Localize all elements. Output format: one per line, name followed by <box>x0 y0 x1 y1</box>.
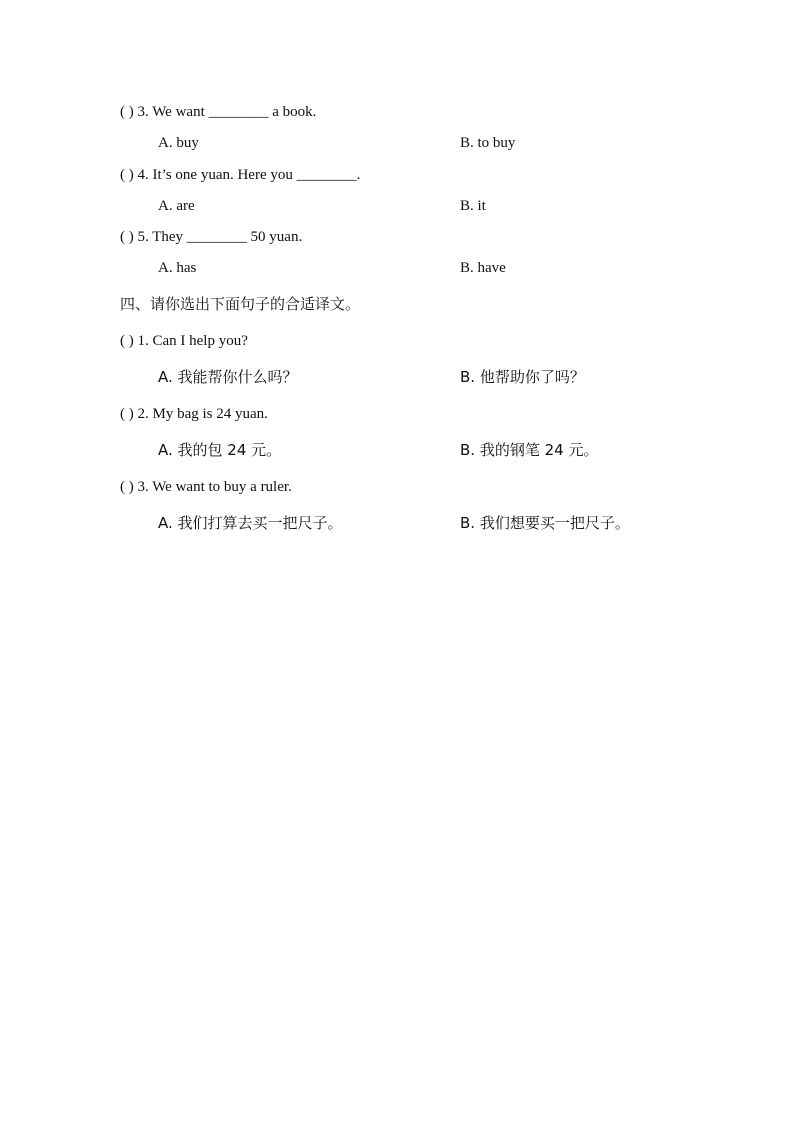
option-a: A. 我能帮你什么吗？ <box>158 368 298 386</box>
question-5-text: ( ) 5. They ________ 50 yuan. <box>120 229 303 245</box>
option-a: A. has <box>158 260 197 276</box>
option-a: A. buy <box>158 135 199 151</box>
option-b: B. it <box>460 198 486 214</box>
option-b: B. 我的钢笔 24 元。 <box>460 441 599 459</box>
option-b: B. 我们想要买一把尺子。 <box>460 514 630 532</box>
section-heading: 四、请你选出下面句子的合适译文。 <box>120 295 361 313</box>
question-4-text: ( ) 4. It’s one yuan. Here you ________. <box>120 167 361 183</box>
option-b: B. to buy <box>460 135 516 151</box>
option-b: B. 他帮助你了吗？ <box>460 368 585 386</box>
question-3-text: ( ) 3. We want ________ a book. <box>120 104 317 120</box>
question-3-text: ( ) 3. We want to buy a ruler. <box>120 479 292 495</box>
option-a: A. 我们打算去买一把尺子。 <box>158 514 343 532</box>
option-a: A. are <box>158 198 195 214</box>
option-b: B. have <box>460 260 506 276</box>
question-1-text: ( ) 1. Can I help you? <box>120 333 248 349</box>
question-2-text: ( ) 2. My bag is 24 yuan. <box>120 406 268 422</box>
option-a: A. 我的包 24 元。 <box>158 441 282 459</box>
